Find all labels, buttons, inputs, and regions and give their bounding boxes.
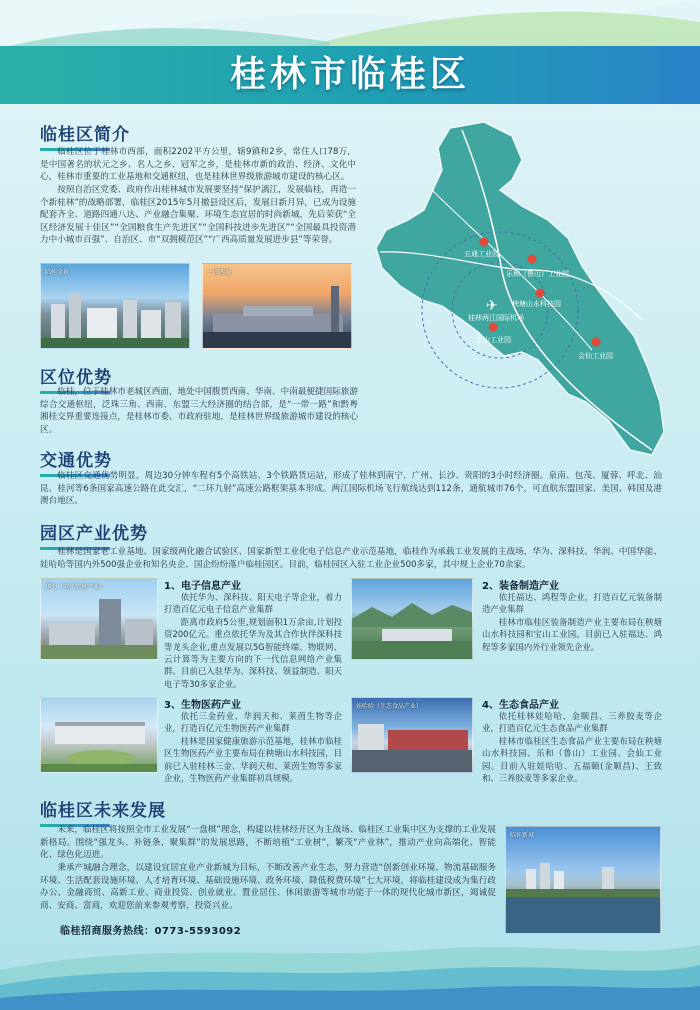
location-paragraph: 临桂，位于桂林市老城区西面，地处中国腹贯西南、华南、中南最便捷国际旅游综合交通枢纽，泛珠三角、西南、东盟三大经济圈的结合部，是“一带一路”和黔粤湘桂交界重要连接点，是桂林市委、市政府驻地，是桂林世界级旅游城市建设的核心区。 [40, 387, 358, 435]
map-label: 五通工业园 [464, 250, 499, 258]
future-paragraph-1: 未来，临桂区将按照全市工业发展“一盘棋”理念，构建以桂林经开区为主战场、临桂区工业集中区为支撑的工业发展新格局。围绕“强龙头、补链条、聚集群”的发展思路，不断培植“工业树”，繁茂“产业林”，推动产业向高端化、智能化、绿色化迈进。 [40, 825, 496, 861]
photo-caption: 娃哈哈（生态食品产业） [356, 703, 423, 710]
industry-item-summary: 依托桂林娃哈哈、金顺昌、三养胶麦等企业，打造百亿元生态食品产业集群 [482, 711, 662, 734]
industry-item-detail: 桂林是国家健康旅游示范基地，桂林市临桂区生物医药产业主要布局在秧塘山水科技园，目前已入驻桂林三金、华润天和、莱茵生物等多家企业，生物医药产业集群初具规模。 [164, 735, 342, 784]
industrial-park-illustration [352, 579, 473, 660]
industry-item-title: 1、电子信息产业 [164, 581, 241, 592]
industry-item-title: 4、生态食品产业 [482, 700, 559, 711]
investment-hotline: 临桂招商服务热线：0773-5593092 [60, 926, 242, 937]
location-heading: 区位优势 [40, 363, 112, 394]
huawei-campus-illustration [41, 579, 158, 660]
biomedicine-photo [40, 697, 158, 773]
equipment-photo [351, 578, 473, 660]
electronics-photo [40, 578, 158, 660]
map-label: 桂林两江国际机场 [468, 314, 524, 322]
traffic-paragraph: 临桂区交通优势明显，周边30分钟车程有5个高铁站、3个铁路货运站，形成了桂林到南宁、广州、长沙、贵阳的3小时经济圈。泉南、包茂、厦蓉、呼北、汕昆、桂河等6条国家高速公路在此交汇，“二环九射”高速公路框架基本形成。两江国际机场飞行航线达到112条，通航城市76个，可直航东盟国家、美国、韩国及港澳台地区。 [40, 471, 662, 507]
industry-item-body [164, 710, 342, 784]
food-photo [351, 697, 473, 773]
map-label: 秧塘山水科技园 [512, 300, 561, 308]
industry-item-detail: 桂林市临桂区装备制造产业主要布局在秧塘山水科技园和宝山工业园。目前已入驻福达、鸿程等多家国内外行业领先企业。 [482, 616, 662, 652]
photo-caption: 临桂新城 [510, 832, 535, 839]
industry-item-detail: 桂林市临桂区生态食品产业主要布局在秧塘山水科技园、乐和（鲁山）工业园、会仙工业园。目前入驻娃哈哈、五福颐(金顺昌)、王致和、三养胶麦等多家企业。 [482, 735, 662, 784]
industry-item-summary: 依托华为、深科技、阳天电子等企业，着力打造百亿元电子信息产业集群 [164, 592, 342, 615]
industry-item-body [164, 591, 342, 690]
industry-item-summary: 依托福达、鸿程等企业，打造百亿元装备制造产业集群 [482, 592, 662, 615]
new-town-lake-illustration [506, 827, 661, 934]
photo-caption: 华为（电子信息产业） [45, 584, 106, 591]
map-label: 宝山工业园 [476, 336, 511, 344]
linggui-district-map [372, 120, 664, 465]
industry-item-body [482, 710, 662, 784]
photo-caption: 一园两城 [207, 269, 232, 276]
title-banner [0, 46, 700, 104]
photo-caption: 临桂全景 [45, 269, 70, 276]
pharma-building-illustration [41, 698, 158, 773]
future-paragraph-2: 秉承产城融合理念，以建设宜居宜业产业新城为目标，不断改善产业生态，努力营造“创新创业环境、物流基础服务环境、生活配套设施环境、人才培育环境、基础设施环境、政务环境、降低税费环境”七大环境，将临桂建设成为集行政办公、金融商贸、高新工业、商业投资、创业就业、置业居住、休闲旅游等城市功能于一体的现代化城市新区，竭诚促商、安商、富商，欢迎您前来参观考察，投资兴业。 [40, 863, 496, 911]
industry-heading: 园区产业优势 [40, 519, 148, 550]
industry-item-title: 2、装备制造产业 [482, 581, 559, 592]
district-outline [376, 122, 664, 455]
industry-paragraph: 桂林是国家老工业基地、国家级两化融合试验区、国家新型工业化电子信息产业示范基地，临桂作为承载工业发展的主战场，华为、深科技、华润、中国华能、娃哈哈等国内外500强企业和知名央企、国企纷纷落户临桂园区。目前，临桂园区入驻工业企业500多家，其中规上企业70余家。 [40, 547, 662, 570]
intro-paragraph-1: 临桂区位于桂林市西部，面积2202平方公里，辖9镇和2乡，常住人口78万，是中国著名的状元之乡、名人之乡、冠军之乡，是桂林市新的政治、经济、文化中心，桂林市重要的工业基地和交通枢纽，也是桂林世界级旅游城市建设的核心区。 [40, 147, 356, 183]
traffic-heading: 交通优势 [40, 446, 112, 477]
future-photo [505, 826, 661, 934]
map-label: 会仙工业园 [578, 352, 613, 360]
future-heading: 临桂区未来发展 [40, 796, 166, 827]
intro-photo-panorama [40, 263, 190, 349]
map-label: 乐和（鲁山）工业园 [506, 270, 569, 278]
airplane-icon: ✈ [486, 298, 498, 314]
intro-paragraph-2: 按照自治区党委、政府作出桂林城市发展要坚持“保护漓江，发展临桂，再造一个新桂林”的战略部署，临桂区2015年5月撤县设区后，发展日新月异，已成为设施配套齐全、道路四通八达、产业融合集聚、环境生态宜居的时尚新城，先后荣获“全区经济发展十佳区”“全国粮食生产先进区”“全国科技进步先进区”“全国最具投资潜力中小城市百强”、自治区、市“双拥模范区”“广西高质量发展进步县”等荣誉。 [40, 185, 356, 246]
page-title: 桂林市临桂区 [229, 54, 470, 95]
industry-item-detail: 距离市政府5公里,规划面积1万余亩,计划投资200亿元。重点依托华为及其合作伙伴深科技等龙头企业,重点发展以5G智能终端、物联网、云计算等为主要方向的下一代信息网络产业集群。目前已入驻华为、深科技、领益制造、阳天电子等30多家企业。 [164, 616, 342, 689]
intro-photo-city [202, 263, 352, 349]
industry-item-body [482, 591, 662, 653]
bottom-wave-decoration [0, 930, 700, 1010]
industry-item-summary: 依托三金药业、华润天和、莱茵生物等企业，打造百亿元生物医药产业集群 [164, 711, 342, 734]
civic-center-illustration [203, 264, 352, 349]
intro-heading: 临桂区简介 [40, 120, 130, 151]
city-skyline-illustration [41, 264, 190, 349]
industry-item-title: 3、生物医药产业 [164, 700, 241, 711]
